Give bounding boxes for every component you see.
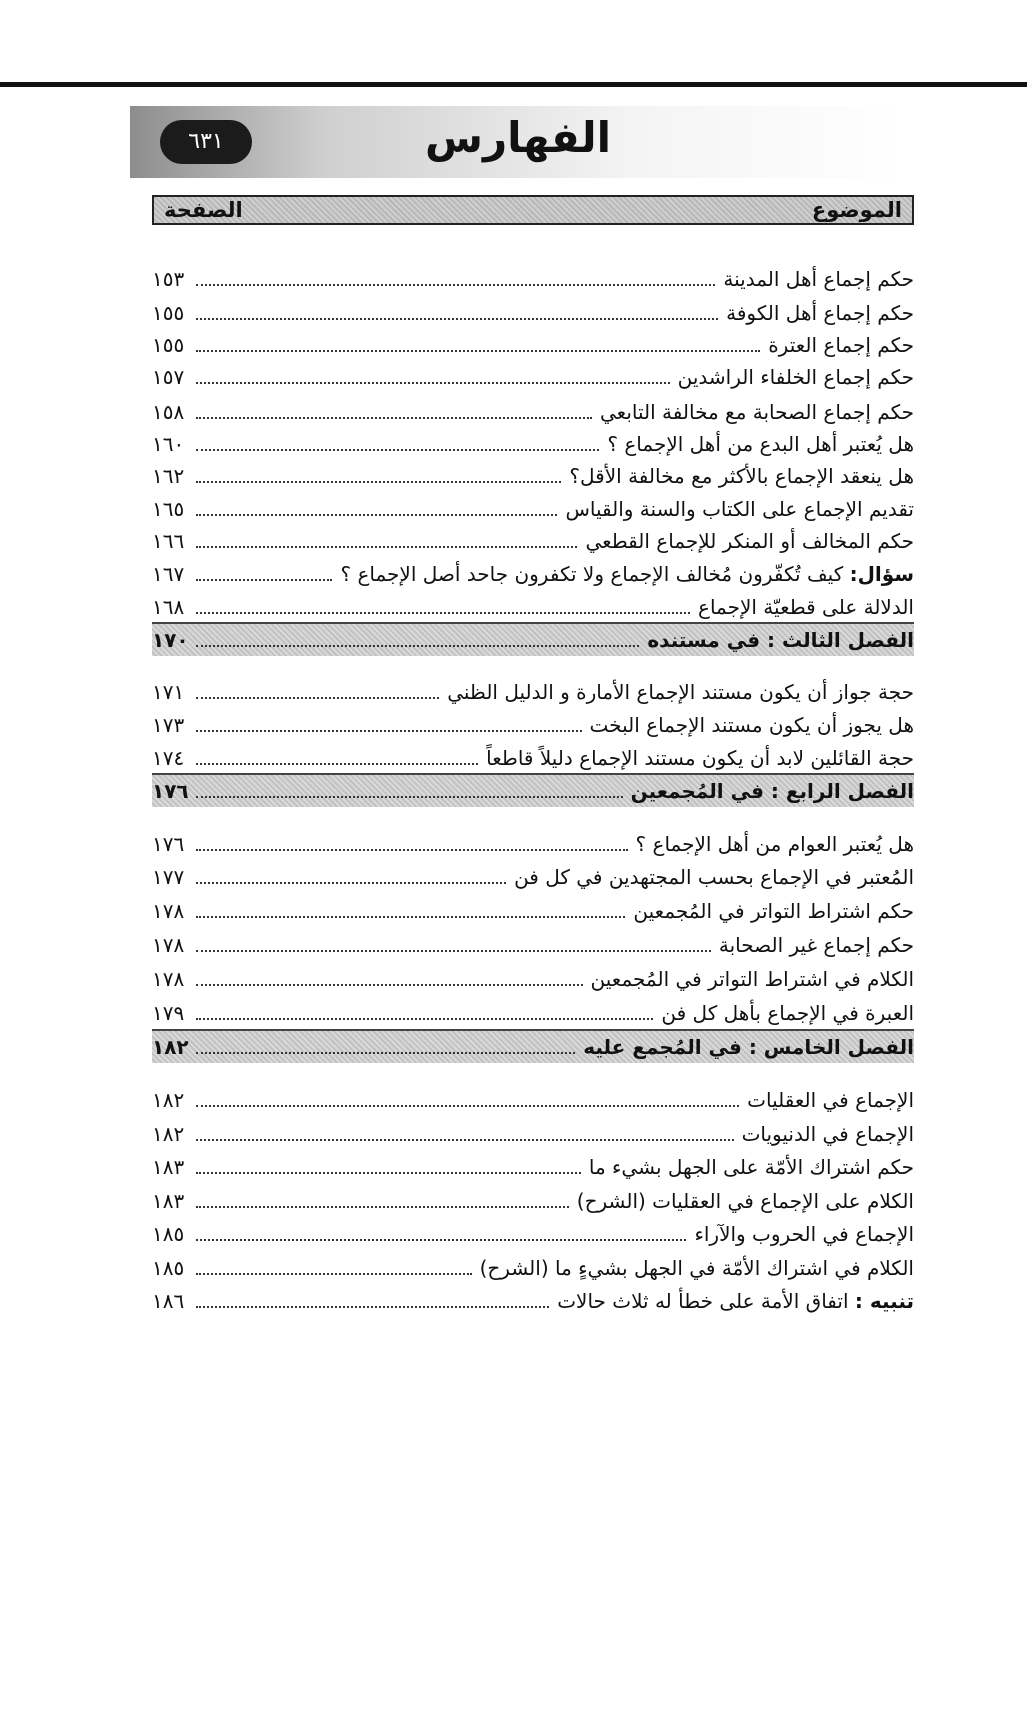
chapter-title [627, 779, 914, 803]
dot-leader [196, 1306, 549, 1308]
toc-entry [152, 427, 914, 461]
dot-leader [196, 514, 557, 516]
chapter-title [579, 1035, 914, 1059]
toc-entry-page: ١٥٥ [152, 333, 185, 357]
toc-entry-page: ١٥٥ [152, 301, 185, 325]
dot-leader [196, 950, 711, 952]
toc-entry-text: هل يُعتبر العوام من أهل الإجماع ؟ [635, 832, 914, 856]
chapter-title [643, 628, 914, 652]
toc-entry [152, 557, 914, 591]
toc-entry-title [510, 865, 914, 889]
column-header-topic: الموضوع [811, 198, 902, 222]
dot-leader [196, 645, 639, 647]
toc-entry-text: حكم المخالف أو المنكر للإجماع القطعي [585, 529, 914, 553]
toc-entry-text: الكلام في اشتراط التواتر في المُجمعين [590, 967, 914, 991]
toc-entry-text: هل يُعتبر أهل البدع من أهل الإجماع ؟ [607, 432, 914, 456]
toc-entry-title [722, 301, 914, 325]
toc-entry [152, 1184, 914, 1218]
toc-entry-page: ١٨٢ [152, 1122, 185, 1146]
dot-leader [196, 984, 583, 986]
dot-leader [196, 481, 561, 483]
toc-entry-text: حجة القائلين لابد أن يكون مستند الإجماع دليلاً قاطعاً [486, 746, 914, 770]
toc-entry [152, 395, 914, 429]
toc-entry-title [674, 365, 914, 389]
toc-entry-page: ١٦٦ [152, 529, 185, 553]
toc-entry-title [764, 333, 914, 357]
toc-entry-text: حكم إجماع الصحابة مع مخالفة التابعي [600, 400, 914, 424]
toc-entry-text: حكم إجماع العترة [768, 333, 914, 357]
toc-entry-text: الفصل الخامس : في المُجمع عليه [583, 1035, 914, 1059]
toc-entry-title [715, 933, 914, 957]
toc-entry-text: العبرة في الإجماع بأهل كل فن [661, 1001, 914, 1025]
toc-entry [152, 675, 914, 709]
toc-entry-title [632, 832, 914, 856]
toc-entry-text: هل يجوز أن يكون مستند الإجماع البخت [589, 713, 914, 737]
toc-entry-page: ١٧٨ [152, 899, 185, 923]
toc-entry-text: اتفاق الأمة على خطأ له ثلاث حالات [557, 1289, 849, 1313]
toc-entry [152, 492, 914, 526]
toc-entry-page: ١٨٥ [152, 1256, 185, 1280]
toc-entry-page: ١٧٤ [152, 746, 185, 770]
toc-entry-page: ١٧٨ [152, 967, 185, 991]
toc-entry [152, 459, 914, 493]
toc-entry-title [694, 595, 914, 619]
toc-entry-text: الإجماع في العقليات [747, 1088, 914, 1112]
dot-leader [196, 1206, 569, 1208]
page-header [130, 106, 906, 178]
toc-entry [152, 1117, 914, 1151]
toc-entry-title [553, 1289, 914, 1313]
dot-leader [196, 382, 670, 384]
toc-entry-page: ١٨٣ [152, 1189, 185, 1213]
toc-entry-text: حكم إجماع الخلفاء الراشدين [677, 365, 914, 389]
toc-entry-page: ١٧٨ [152, 933, 185, 957]
chapter-heading [152, 773, 914, 807]
toc-entry [152, 708, 914, 742]
toc-entry-page: ١٨٦ [152, 1289, 185, 1313]
toc-entry-title [587, 967, 914, 991]
toc-entry-text: حكم إجماع أهل المدينة [723, 267, 914, 291]
toc-entry-text: الكلام على الإجماع في العقليات (الشرح) [576, 1189, 914, 1213]
toc-entry [152, 296, 914, 330]
dot-leader [196, 916, 625, 918]
toc-entry-title [573, 1189, 914, 1213]
dot-leader [196, 1273, 472, 1275]
toc-entry [152, 827, 914, 861]
dot-leader [196, 612, 690, 614]
toc-entry [152, 1284, 914, 1318]
toc-entry [152, 360, 914, 394]
toc-entry-page: ١٧٩ [152, 1001, 185, 1025]
toc-entry-text: كيف تُكفّرون مُخالف الإجماع ولا تكفرون جاحد أصل الإجماع ؟ [340, 562, 844, 586]
dot-leader [196, 546, 577, 548]
toc-entry [152, 524, 914, 558]
toc-entry-page: ١٦٢ [152, 464, 185, 488]
page-title: الفهارس [424, 113, 612, 162]
toc-entry-text: الفصل الرابع : في المُجمعين [630, 779, 914, 803]
toc-entry-text: تقديم الإجماع على الكتاب والسنة والقياس [565, 497, 914, 521]
dot-leader [196, 882, 506, 884]
toc-entry-title [585, 1155, 914, 1179]
toc-entry-title [629, 899, 914, 923]
column-header-page: الصفحة [164, 198, 243, 222]
toc-entry-title [738, 1122, 914, 1146]
toc-entry [152, 1150, 914, 1184]
toc-entry-title [657, 1001, 914, 1025]
toc-entry-page: ١٥٧ [152, 365, 185, 389]
dot-leader [196, 796, 623, 798]
toc-entry-page: ١٧٦ [152, 779, 189, 803]
dot-leader [196, 318, 718, 320]
dot-leader [196, 350, 760, 352]
toc-entry-text: الإجماع في الحروب والآراء [694, 1222, 914, 1246]
toc-entry-text: حكم إجماع غير الصحابة [718, 933, 914, 957]
toc-entry [152, 328, 914, 362]
toc-entry-title [603, 432, 914, 456]
toc-entry-page: ١٥٣ [152, 267, 185, 291]
page-number-badge: ٦٣١ [160, 120, 252, 164]
toc-entry-title [581, 529, 914, 553]
dot-leader [196, 449, 599, 451]
dot-leader [196, 1052, 575, 1054]
toc-entry [152, 894, 914, 928]
dot-leader [196, 763, 478, 765]
dot-leader [196, 730, 582, 732]
toc-entry-text: المُعتبر في الإجماع بحسب المجتهدين في كل فن [514, 865, 914, 889]
column-header [152, 195, 914, 225]
toc-entry-page: ١٧١ [152, 680, 185, 704]
toc-entry-page: ١٨٥ [152, 1222, 185, 1246]
toc-entry-page: ١٧٣ [152, 713, 185, 737]
toc-entry [152, 928, 914, 962]
toc-entry-text: حجة جواز أن يكون مستند الإجماع الأمارة و الدليل الظني [447, 680, 914, 704]
toc-entry-title [596, 400, 914, 424]
toc-entry-text: حكم اشتراك الأمّة على الجهل بشيء ما [588, 1155, 914, 1179]
toc-entry [152, 1217, 914, 1251]
toc-entry-title [476, 1256, 914, 1280]
toc-entry-title [690, 1222, 914, 1246]
toc-entry-title [743, 1088, 914, 1112]
toc-entry-page: ١٦٥ [152, 497, 185, 521]
toc-entry-page: ١٥٨ [152, 400, 185, 424]
chapter-heading [152, 622, 914, 656]
toc-entry-title [561, 497, 914, 521]
toc-entry [152, 1083, 914, 1117]
toc-entry-page: ١٦٠ [152, 432, 185, 456]
toc-entry [152, 590, 914, 624]
chapter-heading [152, 1029, 914, 1063]
toc-entry-page: ١٧٧ [152, 865, 185, 889]
toc-entry-title [565, 464, 914, 488]
toc-entry-text: حكم إجماع أهل الكوفة [726, 301, 914, 325]
toc-entry-title [719, 267, 914, 291]
toc-entry-page: ١٨٣ [152, 1155, 185, 1179]
dot-leader [196, 417, 592, 419]
toc-entry-label: سؤال: [849, 562, 914, 586]
toc-entry-text: الإجماع في الدنيويات [741, 1122, 914, 1146]
top-rule [0, 82, 1027, 87]
toc-entry [152, 996, 914, 1030]
toc-entry-page: ١٦٨ [152, 595, 185, 619]
toc-entry-page: ١٦٧ [152, 562, 185, 586]
toc-entry [152, 962, 914, 996]
toc-entry-title [336, 562, 914, 586]
toc-entry-page: ١٨٢ [152, 1088, 185, 1112]
dot-leader [196, 579, 332, 581]
dot-leader [196, 284, 715, 286]
toc-entry-page: ١٧٠ [152, 628, 189, 652]
toc-entry-label: تنبيه : [854, 1289, 914, 1313]
toc-entry-page: ١٨٢ [152, 1035, 189, 1059]
toc-entry-text: حكم اشتراط التواتر في المُجمعين [633, 899, 914, 923]
dot-leader [196, 697, 439, 699]
dot-leader [196, 1139, 734, 1141]
dot-leader [196, 1018, 653, 1020]
toc-entry-text: هل ينعقد الإجماع بالأكثر مع مخالفة الأقل؟ [569, 464, 914, 488]
toc-entry-title [482, 746, 914, 770]
toc-entry-title [586, 713, 914, 737]
dot-leader [196, 1105, 739, 1107]
toc-entry-title [443, 680, 914, 704]
toc-entry [152, 262, 914, 296]
toc-entry-page: ١٧٦ [152, 832, 185, 856]
dot-leader [196, 1172, 581, 1174]
toc-entry [152, 741, 914, 775]
toc-entry [152, 860, 914, 894]
dot-leader [196, 1239, 686, 1241]
toc-entry [152, 1251, 914, 1285]
toc-entry-text: الكلام في اشتراك الأمّة في الجهل بشيءٍ ما (الشرح) [479, 1256, 914, 1280]
dot-leader [196, 849, 628, 851]
toc-entry-text: الفصل الثالث : في مستنده [647, 628, 914, 652]
toc-entry-text: الدلالة على قطعيّة الإجماع [698, 595, 914, 619]
